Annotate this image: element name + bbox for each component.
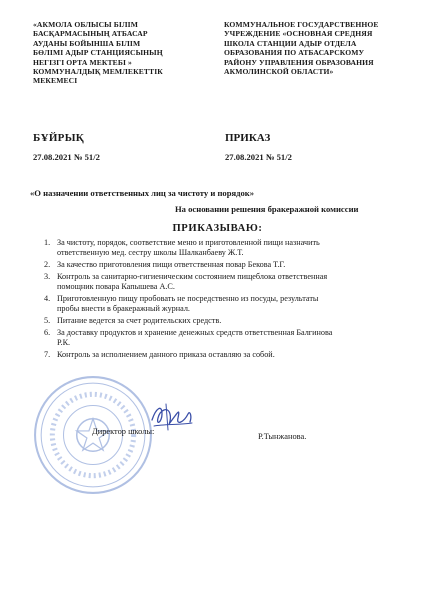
item-number: 1.: [44, 238, 51, 247]
item-text: [57, 294, 414, 314]
header-kz-line: АУДАНЫ БОЙЫНША БІЛІМ: [33, 38, 141, 48]
item-text: [57, 260, 414, 270]
header-kz-line: «АКМОЛА ОБЛЫСЫ БІЛІМ: [33, 20, 138, 29]
item-text: [57, 316, 414, 326]
item-number: 2.: [44, 260, 51, 269]
doc-type-ru: ПРИКАЗ: [225, 132, 271, 144]
item-text: [57, 350, 414, 360]
order-subject: «О назначении ответственных лиц за чистоту и порядок»: [30, 188, 255, 198]
header-kz-line: НЕГІЗГІ ОРТА МЕКТЕБІ »: [33, 57, 132, 67]
item-number: 5.: [44, 315, 51, 325]
item-line: Р.К.: [57, 337, 71, 347]
item-line: Питание ведется за счет родительских средств.: [57, 315, 222, 325]
director-label: Директор школы:: [92, 427, 155, 436]
header-ru-line: АКМОЛИНСКОЙ ОБЛАСТИ»: [224, 67, 334, 77]
item-line: За чистоту, порядок, соответствие меню и приготовленной пищи назначить: [57, 238, 320, 247]
item-line: Контроль за санитарно-гигиеническим состоянием пищеблока ответственная: [57, 271, 328, 281]
order-item: [44, 260, 414, 270]
order-item: [44, 238, 414, 258]
header-kz-line: БАСҚАРМАСЫНЫҢ АТБАСАР: [33, 29, 148, 39]
header-ru-line: РАЙОНУ УПРАВЛЕНИЯ ОБРАЗОВАНИЯ: [224, 57, 374, 67]
order-item: [44, 294, 414, 314]
decree-heading: ПРИКАЗЫВАЮ:: [172, 223, 263, 234]
signature-icon: [148, 400, 196, 434]
doc-number-kz: 27.08.2021 № 51/2: [33, 152, 100, 162]
item-line: За доставку продуктов и хранение денежных средств ответственная Балгинова: [57, 327, 333, 337]
header-kz-line: КОММУНАЛДЫҚ МЕМЛЕКЕТТІК: [33, 67, 163, 77]
header-kz-line: БӨЛІМІ АДЫР СТАНЦИЯСЫНЫҢ: [33, 48, 163, 58]
item-number: 4.: [44, 293, 51, 303]
order-basis: На основании решения бракеражной комиссии: [175, 204, 359, 214]
doc-number-ru: 27.08.2021 № 51/2: [225, 152, 292, 162]
order-item: [44, 350, 414, 360]
item-text: [57, 272, 414, 292]
header-ru-line: УЧРЕЖДЕНИЕ «ОСНОВНАЯ СРЕДНЯЯ: [224, 29, 373, 39]
doc-type-kz: БҰЙРЫҚ: [33, 132, 85, 144]
order-item: [44, 328, 414, 348]
director-name: Р.Тынжанова.: [258, 432, 307, 441]
item-line: Контроль за исполнением данного приказа оставляю за собой.: [57, 349, 275, 359]
header-ru-line: ШКОЛА СТАНЦИИ АДЫР ОТДЕЛА: [224, 38, 357, 48]
order-items: [44, 238, 414, 361]
header-ru-line: ОБРАЗОВАНИЯ ПО АТБАСАРСКОМУ: [224, 48, 365, 58]
header-ru: [224, 20, 394, 76]
header-kz: [33, 20, 183, 86]
item-line: Приготовленную пищу пробовать не посредственно из посуды, результаты: [57, 293, 319, 303]
item-number: 7.: [44, 349, 51, 359]
item-text: [57, 238, 414, 258]
item-line: пробы внести в бракеражный журнал.: [57, 304, 190, 313]
item-number: 6.: [44, 327, 51, 337]
item-number: 3.: [44, 271, 51, 281]
order-item: [44, 316, 414, 326]
item-line: За качество приготовления пищи ответственная повар Бекова Т.Г.: [57, 260, 286, 269]
item-line: помощник повара Капышева А.С.: [57, 282, 175, 291]
header-kz-line: МЕКЕМЕСІ: [33, 76, 78, 86]
order-item: [44, 272, 414, 292]
item-line: ответственную мед. сестру школы Шалканбаеву Ж.Т.: [57, 248, 244, 258]
header-ru-line: КОММУНАЛЬНОЕ ГОСУДАРСТВЕННОЕ: [224, 20, 379, 29]
item-text: [57, 328, 414, 348]
